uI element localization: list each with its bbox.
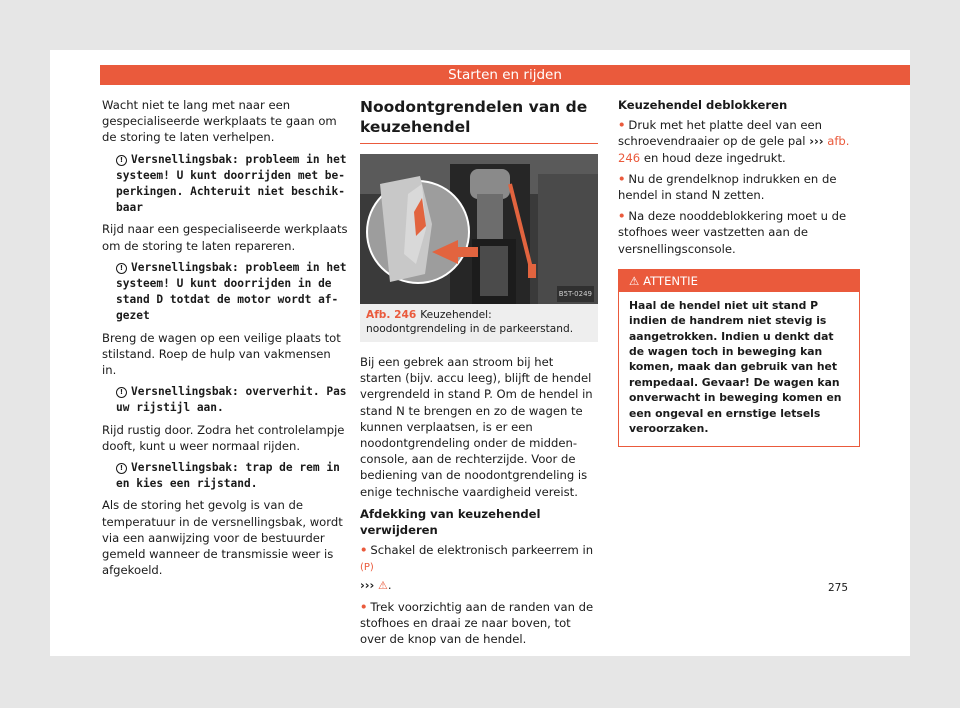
paragraph: Als de storing het gevolg is van de temperatuur in de versnellingsbak, wordt via een aanwijzing voor de bestuurder gemeld wanneer de transmissie weer is afgekoeld. <box>102 498 343 578</box>
warning-message <box>116 152 348 217</box>
bullet-item <box>360 599 598 648</box>
figure-ref: Afb. 246 <box>366 309 417 321</box>
figure-gear-lever-photo <box>360 154 598 304</box>
bullet-icon: • <box>618 118 626 133</box>
bullet-item <box>618 171 860 203</box>
figure-caption <box>360 304 598 342</box>
bullet-icon: • <box>360 599 368 614</box>
subheading: Afdekking van keuzehendel verwijderen <box>360 506 541 538</box>
manual-page <box>50 50 910 656</box>
warning-text: Versnellingsbak: probleem in het systeem! U kunt doorrijden in de stand D totdat de motor wordt afgezet <box>116 260 347 323</box>
paragraph: Bij een gebrek aan stroom bij het starten (bijv. accu leeg), blijft de hendel vergrendeld in stand P. Om de hendel in stand N te brengen en zo de wagen te kunnen verplaatsen, is er een noodontgrendeling onder de middenconsole, aan de rechterzijde. Voor de bediening van de noodontgrendeling is enige technische vaardigheid vereist. <box>360 355 593 499</box>
page-header: Starten en rijden <box>100 65 910 85</box>
info-icon: ! <box>116 387 127 398</box>
info-icon: ! <box>116 463 127 474</box>
attention-text: Haal de hendel niet uit stand P indien de handrem niet stevig is aangetrokken. Indien u denkt dat de wagen toch in beweging kan komen, maak dan gebruik van het rempedaal. Gevaar! De wagen kan onverwacht in beweging komen en een ongeval en ernstige letsels veroorzaken. <box>629 298 842 436</box>
bullet-item: • Schakel de elektronisch parkeerrem in (P) ››› ⚠. <box>360 543 594 592</box>
paragraph: Breng de wagen op een veilige plaats tot stilstand. Roep de hulp van vakmensen in. <box>102 330 341 378</box>
attention-box <box>618 269 860 448</box>
paragraph: Rijd rustig door. Zodra het controlelampje dooft, kunt u weer normaal rijden. <box>102 422 345 453</box>
subheading: Keuzehendel deblokkeren <box>618 98 788 112</box>
page-number: 275 <box>827 582 848 594</box>
warning-triangle-icon: ⚠ <box>629 273 640 288</box>
bullet-icon: • <box>360 543 368 558</box>
bullet-item <box>618 208 860 257</box>
bullet-icon: • <box>618 171 626 186</box>
bullet-text: en houd deze ingedrukt. <box>643 150 786 165</box>
parking-brake-icon: (P) <box>360 562 374 574</box>
column-middle <box>360 97 598 652</box>
gear-lever-illustration <box>360 154 598 304</box>
figure-code: B5T-0249 <box>557 286 594 302</box>
caption-text: Keuzehendel: noodontgrendeling in de parkeerstand. <box>366 309 574 335</box>
bullet-text: Trek voorzichtig aan de randen van de stofhoes en draai ze naar boven, tot over de knop van de hendel. <box>360 599 594 647</box>
figure-link[interactable]: afb. 246 <box>618 134 850 165</box>
bullet-text: Druk met het platte deel van een schroevendraaier op de gele pal <box>618 118 822 149</box>
column-left <box>102 97 348 583</box>
column-right <box>618 97 860 447</box>
paragraph: Rijd naar een gespecialiseerde werkplaats om de storing te laten repareren. <box>102 222 348 253</box>
attention-title: ATTENTIE <box>643 273 698 288</box>
warning-triangle-icon: ⚠ <box>378 578 388 592</box>
reference-arrow: ››› <box>809 134 824 149</box>
bullet-text: Na deze nooddeblokkering moet u de stofhoes weer vastzetten aan de versnellingsconsole. <box>618 209 847 256</box>
bullet-text: Nu de grendelknop indrukken en de hendel in stand N zetten. <box>618 171 837 203</box>
warning-text: Versnellingsbak: trap de rem in en kies een rijstand. <box>116 461 340 491</box>
bullet-item <box>618 117 860 166</box>
warning-text: Versnellingsbak: oververhit. Pas uw rijstijl aan. <box>116 385 347 415</box>
section-title: Noodontgrendelen van de keuzehendel <box>360 97 598 144</box>
attention-header <box>619 270 859 292</box>
reference-arrow: ››› <box>360 577 375 592</box>
info-icon: ! <box>116 155 127 166</box>
bullet-text: Schakel de elektronisch parkeerrem in <box>370 543 594 558</box>
paragraph: Wacht niet te lang met naar een gespecialiseerde werkplaats te gaan om de storing te laten verhelpen. <box>102 98 337 145</box>
info-icon: ! <box>116 263 127 274</box>
bullet-icon: • <box>618 209 626 224</box>
warning-message <box>116 260 348 325</box>
warning-text: Versnellingsbak: probleem in het systeem! U kunt doorrijden met beperkingen. Achteruit niet beschikbaar <box>116 152 347 215</box>
warning-message <box>116 460 348 492</box>
warning-message <box>116 384 348 416</box>
